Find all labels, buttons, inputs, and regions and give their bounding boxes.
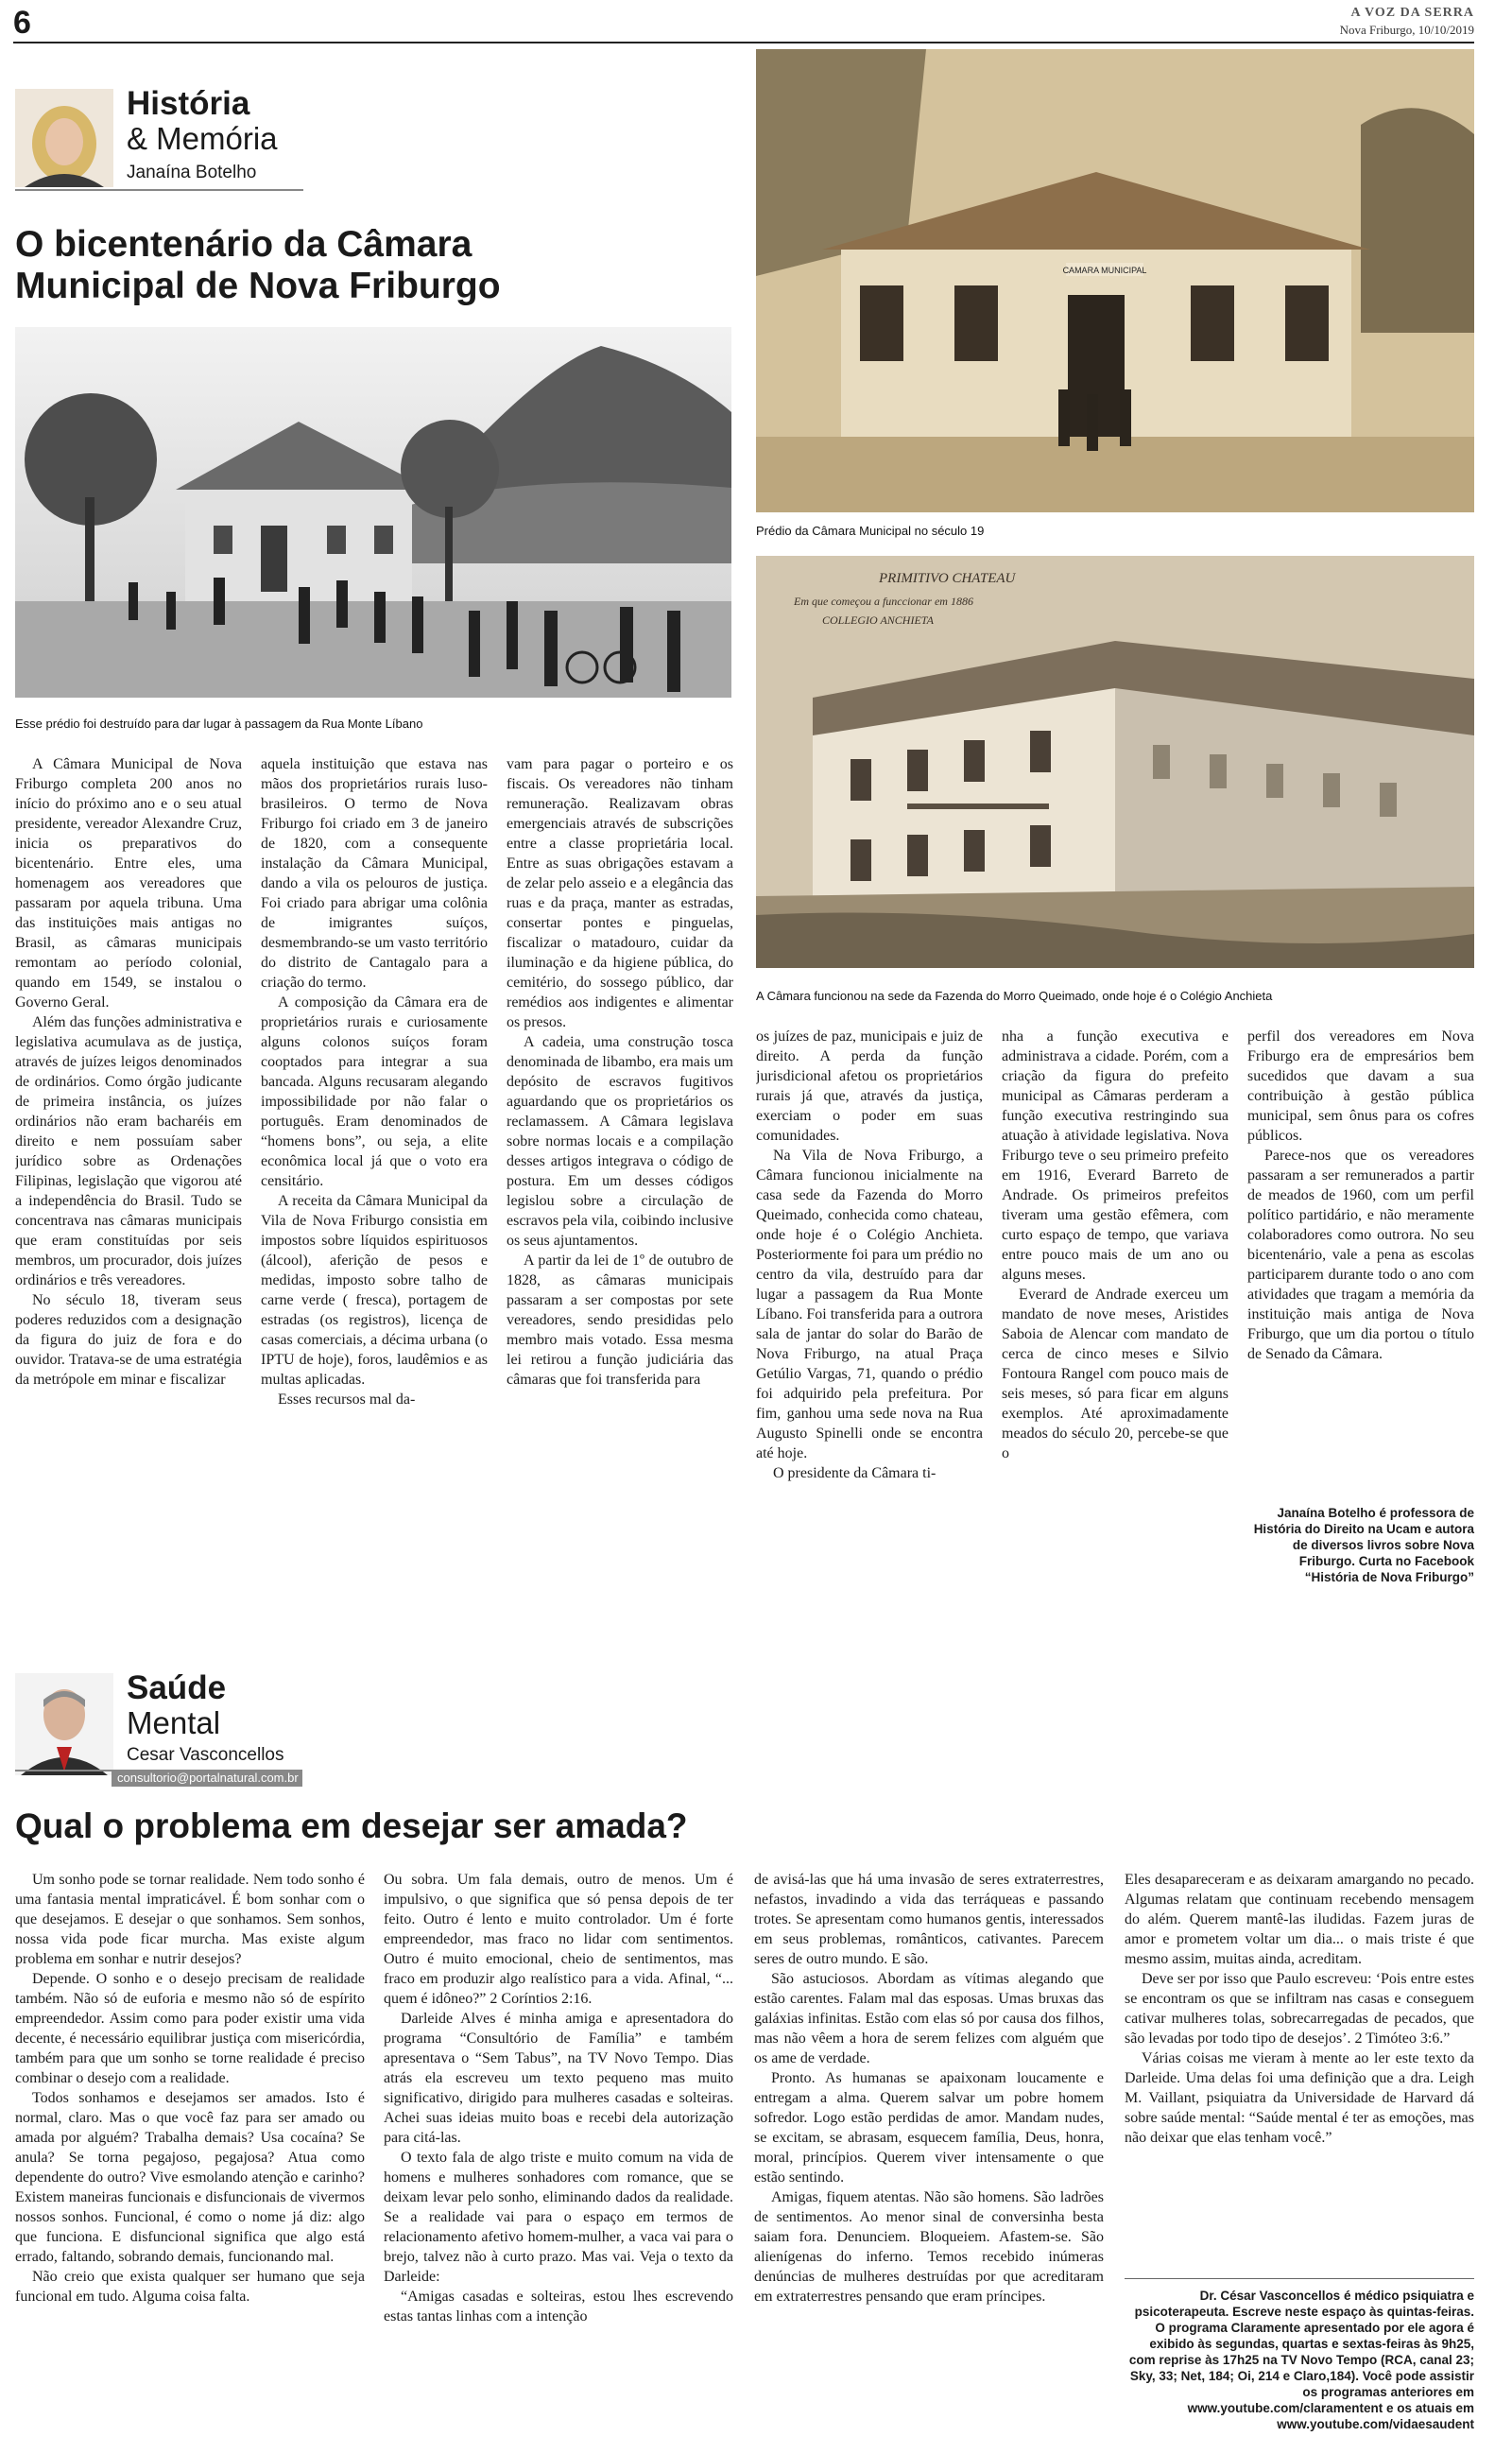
paragraph: No século 18, tiveram seus poderes reduzidos com a designação da figura do juiz de fora e do ouvidor. Tratava-se de uma estratégia da metrópole em minar e fiscalizar (15, 1292, 242, 1388)
section-title-saude: Saúde (127, 1669, 227, 1706)
paragraph: aquela instituição que estava nas mãos dos proprietários rurais luso-brasileiros. O termo de Nova Friburgo foi criado em 3 de janeiro de 1820, com a consequente instalação da Câmara Municipal, dando a vila os pelouros de justiça. Foi criado para abrigar uma colônia de imigrantes suíços, desmembrando-se um vasto território do distrito de Cantagalo para a criação do termo. (261, 756, 488, 991)
caption-chateau: A Câmara funcionou na sede da Fazenda do Morro Queimado, onde hoje é o Colégio Anchieta (756, 989, 1273, 1003)
paragraph: Parece-nos que os vereadores passaram a ser remunerados a partir de meados de 1960, com um perfil político partidário, e não meramente colaboradores como outrora. No seu bicentenário, vale a pena as escolas participarem durante todo o ano com atividades que tragam a memória da instituição mais antiga de Nova Friburgo, que um dia portou o título de Senado da Câmara. (1247, 1148, 1474, 1362)
saude-column-4 (1125, 1870, 1474, 2267)
paragraph: Além das funções administrativa e legislativa acumulava as de justiça, através de juízes leigos denominados de ordinários. Como órgão judicante de primeira instância, os juízes ordinários não eram bacharéis em direito e nem possuíam saber jurídico sobre as Ordenações Filipinas, legislação que vigorou até a independência do Brasil. Tudo se concentrava nas câmaras municipais que eram constituídas por seis membros, um procurador, dois juízes ordinários e três vereadores. (15, 1014, 242, 1288)
author-bio-janaina: Janaína Botelho é professora de História do Direito na Ucam e autora de diversos livros sobre Nova Friburgo. Curta no Facebook “História de Nova Friburgo” (1253, 1506, 1474, 1584)
paragraph: Eles desapareceram e as deixaram amargando no pecado. Algumas relatam que continuam recebendo mensagem do além. Querem mantê-las iludidas. Fazem juras de amor e prometem voltar um dia... o mais triste é que mesmo assim, muitas ainda, acreditam. (1125, 1872, 1474, 1967)
headline-line-2: Municipal de Nova Friburgo (15, 266, 501, 306)
headline-saude: Qual o problema em desejar ser amada? (15, 1806, 688, 1845)
author-name-janaina: Janaína Botelho (127, 163, 257, 182)
paragraph: Todos sonhamos e desejamos ser amados. Isto é normal, claro. Mas o que você faz para ser amado ou amada por alguém? Trabalha demais? Usa cocaína? Se anula? Se torna pegajoso, pegajosa? Atua como dependente do outro? Vive esmolando atenção e carinho? Existem maneiras funcionais e disfuncionais de vivermos nossos sonhos. Funcional, é como o nome já diz: algo que funciona. E disfuncional significa que algo está errado, faltando, sobrando demais, funcionando mal. (15, 2090, 365, 2265)
historia-column-2 (261, 754, 488, 1605)
paragraph: A cadeia, uma construção tosca denominada de libambo, era mais um depósito de escravos fugitivos aguardando que os proprietários os reclamassem. A Câmara legislava sobre normas locais e a compilação desses artigos integrava o código de postura. Em um desses códigos legislou sobre a circulação de escravos pela vila, coibindo inclusive os seus ajuntamentos. (507, 1034, 733, 1249)
author-photo-janaina (15, 89, 113, 187)
section-underline-historia (15, 189, 303, 191)
caption-camara-building: Prédio da Câmara Municipal no século 19 (756, 524, 985, 538)
paragraph: Não creio que exista qualquer ser humano que seja funcional em tudo. Alguma coisa falta. (15, 2269, 365, 2305)
section-subtitle-mental: Mental (127, 1705, 221, 1740)
paragraph: Esses recursos mal da- (278, 1391, 416, 1408)
photo-inscription-1: PRIMITIVO CHATEAU (879, 571, 1016, 586)
building-sign: CAMARA MUNICIPAL (1062, 266, 1147, 275)
historia-column-1 (15, 754, 242, 1605)
paragraph: O presidente da Câmara ti- (773, 1465, 936, 1481)
author-name-cesar: Cesar Vasconcellos (127, 1745, 284, 1765)
paragraph: A receita da Câmara Municipal da Vila de Nova Friburgo consistia em impostos sobre líquidos espirituosos (álcool), aferição de pesos e medidas, imposto sobre talho de carne verde ( fresca), portagem de estradas (os registros), licença de casas comerciais, a décima urbana (o IPTU de hoje), foros, laudêmios e as multas aplicadas. (261, 1193, 488, 1388)
photo-inscription-2: Em que começou a funccionar em 1886 (794, 595, 973, 608)
paragraph: Um sonho pode se tornar realidade. Nem todo sonho é uma fantasia mental impraticável. É bom sonhar com o que desejamos. E desejar o que sonhamos. Sem sonhos, nossa vida pode ficar murcha. Mas existe algum problema em sonhar e nutrir desejos? (15, 1872, 365, 1967)
author-photo-cesar (15, 1673, 113, 1775)
page-number: 6 (13, 5, 31, 41)
paragraph: Amigas, fiquem atentas. Não são homens. São ladrões de sentimentos. Ao menor sinal de conversinha besta saiam fora. Denunciem. Bloqueiem. Afastem-se. São alienígenas do inferno. Temos recebido inúmeras denúncias de mulheres destruídas por que acreditaram em extraterrestres pensando que eram príncipes. (754, 2189, 1104, 2305)
paragraph: A partir da lei de 1º de outubro de 1828, as câmaras municipais passaram a ser compostas por sete vereadores, sendo presididas pelo membro mais votado. Essa mesma lei retirou a função judiciária das câmaras que foi transferida para (507, 1253, 733, 1388)
photo-chateau (756, 556, 1474, 968)
paragraph: Depende. O sonho e o desejo precisam de realidade também. Não só de euforia e mesmo não só de espírito empreendedor. Assim como para poder existir uma vida decente, é necessário equilibrar justiça com misericórdia, também para que um sonho se torne realidade é preciso combinar o desejo com a realidade. (15, 1971, 365, 2086)
bio-divider-saude (1125, 2278, 1474, 2279)
paragraph: O texto fala de algo triste e muito comum na vida de homens e mulheres sonhadores com romance, que se deixam levar pelo sonho, eliminando dados da realidade. Se a realidade vai para o espaço em termos de relacionamento afetivo homem-mulher, a vaca vai para o brejo, talvez não à curto prazo. Mas vai. Veja o texto da Darleide: (384, 2150, 733, 2285)
saude-column-3 (754, 1870, 1104, 2437)
paragraph: Pronto. As humanas se apaixonam loucamente e entregam a alma. Querem salvar um pobre homem sofredor. Logo estão perdidas de amor. Mandam nudes, se excitam, se abrasam, esquecem família, Deus, honra, moral, princípios. Querem viver intensamente o que estão sentindo. (754, 2070, 1104, 2186)
publication-name: A VOZ DA SERRA (1350, 6, 1474, 20)
photo-camara-building (756, 49, 1474, 512)
historia-column-4 (756, 1027, 983, 1605)
paragraph: Deve ser por isso que Paulo escreveu: ‘Pois entre estes se encontram os que se infiltram nas casas e conseguem cativar mulheres tolas, sobrecarregadas de pecados, que são levadas por todo tipo de desejos’. 2 Timóteo 3:6.” (1125, 1971, 1474, 2047)
photo-inscription-3: COLLEGIO ANCHIETA (822, 614, 934, 627)
paragraph: Na Vila de Nova Friburgo, a Câmara funcionou inicialmente na casa sede da Fazenda do Morro Queimado, conhecida como chateau, onde hoje é o Colégio Anchieta. Posteriormente foi para um prédio no centro da vila, destruído para dar lugar a passagem da Rua Monte Líbano. Foi transferida para a outrora sala de jantar do solar do Barão de Nova Friburgo, na atual Praça Getúlio Vargas, 71, quando o prédio foi adquirido pela prefeitura. Por fim, ganhou uma sede nova na Rua Augusto Spinelli onde se encontra até hoje. (756, 1148, 983, 1461)
paragraph: A composição da Câmara era de proprietários rurais e curiosamente alguns colonos suíços foram cooptados para integrar a sua bancada. Alguns recusaram alegando impossibilidade por não falar o português. Eram denominados de “homens bons”, ou seja, a elite econômica local já que o voto era censitário. (261, 994, 488, 1189)
paragraph: perfil dos vereadores em Nova Friburgo era de empresários bem sucedidos que davam a sua contribuição à gestão pública municipal, sem ônus para os cofres públicos. (1247, 1028, 1474, 1144)
author-bio-cesar: Dr. César Vasconcellos é médico psiquiatra e psicoterapeuta. Escreve neste espaço às quintas-feiras. O programa Claramente apresentado por ele agora é exibido às segundas, quartas e sextas-feiras às 9h25, com reprise às 17h25 na TV Novo Tempo (RCA, canal 23; Sky, 33; Net, 184; Oi, 214 e Claro,184). Você pode assistir os programas anteriores em www.youtube.com/claramentent e os atuais em www.youtube.com/vidaesaudent (1128, 2289, 1474, 2431)
paragraph: de avisá-las que há uma invasão de seres extraterrestres, nefastos, invadindo a vida das terráqueas e passando trotes. Se apresentam como humanos gentis, interessados em seus problemas, românticos, cativantes. Parecem seres de outro mundo. E são. (754, 1872, 1104, 1967)
historia-column-3 (507, 754, 733, 1605)
paragraph: os juízes de paz, municipais e juiz de direito. A perda da função jurisdicional afetou os proprietários rurais já que, através da justiça, exerciam o poder em suas comunidades. (756, 1028, 983, 1144)
header-rule (13, 42, 1474, 43)
historia-column-6 (1247, 1027, 1474, 1499)
paragraph: Darleide Alves é minha amiga e apresentadora do programa “Consultório de Família” e também apresentava o “Sem Tabus”, na TV Novo Tempo. Dias atrás ela escreveu um texto pequeno mas muito significativo, dirigido para mulheres casadas e solteiras. Achei suas ideias muito boas e recebi dela autorização para citá-las. (384, 2011, 733, 2146)
paragraph: Everard de Andrade exerceu um mandato de nove meses, Aristides Saboia de Alencar com mandato de cerca de cinco meses e Silvio Fontoura Rangel com pouco mais de seis meses, só para ficar em alguns exemplos. Até aproximadamente meados do século 20, percebe-se que o (1002, 1287, 1228, 1461)
paragraph: “Amigas casadas e solteiras, estou lhes escrevendo estas tantas linhas com a intenção (384, 2289, 733, 2324)
paragraph: Várias coisas me vieram à mente ao ler este texto da Darleide. Uma delas foi uma definição que a dra. Leigh M. Vaillant, psiquiatra da Universidade de Harvard dá sobre saúde mental: “Saúde mental é ter as emoções, mas não deixar que elas tenham você.” (1125, 2050, 1474, 2146)
section-subtitle-memoria: & Memória (127, 121, 278, 156)
saude-column-1 (15, 1870, 365, 2437)
caption-street-photo: Esse prédio foi destruído para dar lugar à passagem da Rua Monte Líbano (15, 717, 423, 731)
paragraph: São astuciosos. Abordam as vítimas alegando que estão carentes. Falam mal das esposas. Umas bruxas das galáxias infinitas. Estão com elas só por causa dos filhos, mas não vêem a hora de serem felizes com alguém que os ame de verdade. (754, 1971, 1104, 2066)
paragraph: A Câmara Municipal de Nova Friburgo completa 200 anos no início do próximo ano e o seu atual presidente, vereador Alexandre Cruz, inicia os preparativos do bicentenário. Entre eles, uma homenagem aos vereadores que passaram por aquela tribuna. Uma das instituições mais antigas no Brasil, as câmaras municipais remontam ao período colonial, quando em 1549, se instalou o Governo Geral. (15, 756, 242, 1011)
author-email-cesar[interactable]: consultorio@portalnatural.com.br (112, 1770, 302, 1787)
section-underline-saude (15, 1770, 112, 1771)
saude-column-2 (384, 1870, 733, 2437)
paragraph: vam para pagar o porteiro e os fiscais. Os vereadores não tinham remuneração. Realizavam obras emergenciais através de subscrições entre a classe proprietária local. Entre as suas obrigações estavam a de zelar pelo asseio e a elegância das ruas e da praça, manter as estradas, consertar pontes e pinguelas, fiscalizar o matadouro, cuidar da iluminação e da higiene pública, do cemitério, do sossego público, dar remédios aos indigentes e alimentar os presos. (507, 756, 733, 1030)
date-line: Nova Friburgo, 10/10/2019 (1339, 23, 1474, 37)
headline-line-1: O bicentenário da Câmara (15, 224, 472, 265)
paragraph: Ou sobra. Um fala demais, outro de menos. Um é impulsivo, o que significa que só pensa depois de ter feito. Outro é lento e muito controlador. Um é forte empreendedor, mas fraco no lidar com sentimentos. Outro é muito emocional, cheio de sentimentos, mas fraco em produzir algo realístico para a vida. Afinal, “... quem é idôneo?” 2 Coríntios 2:16. (384, 1872, 733, 2007)
paragraph: nha a função executiva e administrava a cidade. Porém, com a criação da figura do prefeito municipal as Câmaras perderam a função executiva restringindo sua atuação à atividade legislativa. Nova Friburgo teve o seu primeiro prefeito em 1916, Everard Barreto de Andrade. Os primeiros prefeitos tiveram uma gestão efêmera, com curto espaço de tempo, que variava entre pouco mais de um ano ou alguns meses. (1002, 1028, 1228, 1283)
section-title-historia: História (127, 85, 250, 122)
photo-street-camara (15, 327, 731, 698)
historia-column-5 (1002, 1027, 1228, 1605)
